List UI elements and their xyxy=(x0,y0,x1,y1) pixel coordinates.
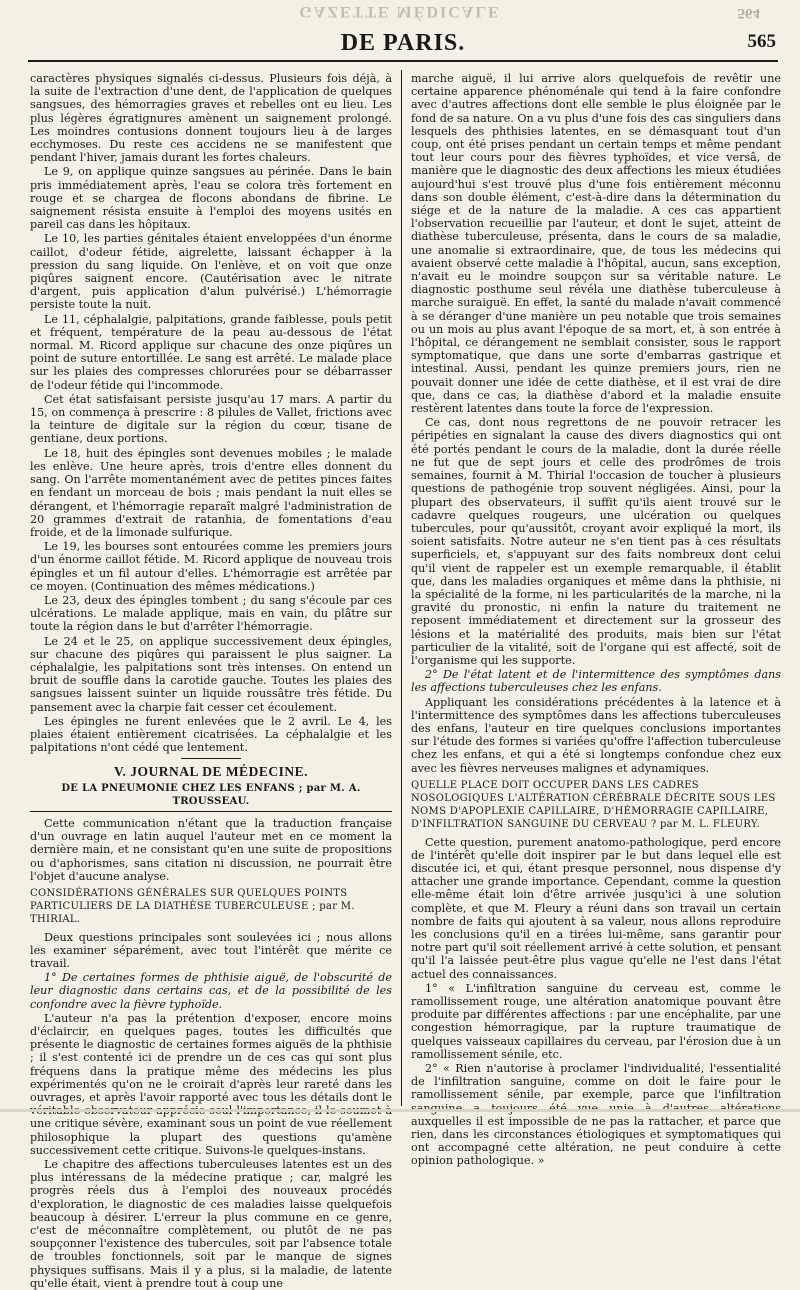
paragraph: caractères physiques signalés ci-dessus. Plusieurs fois déjà, à la suite de l'extraction d'une dent, de l'application de quelques sangsues, des hémorragies graves et rebelles ont eu lieu. Les plus légères égratignures amènent un saignement prolongé. Les moindres contusions donnent toujours lieu à de larges ecchymoses. Du reste ces accidens ne se manifestent que pendant l'hiver, jamais durant les fortes chaleurs. xyxy=(30,72,392,165)
paragraph: 2° « Rien n'autorise à proclamer l'individualité, l'essentialité de l'infiltration sanguine, comme on doit le faire pour le ramollissement sénile, par exemple, parce que l'infiltration auxquelles il est impossible de ne pas la rattacher, et parce que rien, dans les circonstances étiologiques et symptomatiques qui ont accompagné cette altération, ne peut conduire à cette opinion pathologique. » xyxy=(411,1062,781,1168)
page-edge xyxy=(0,1109,800,1112)
paragraph: Cette question, purement anatomo-pathologique, perd encore de l'intérêt qu'elle doit inspirer par le but dans lequel elle est discutée ici, et qui, étant presque personnel, nous dispense d'y attacher une grande importance. Cependant, comme la question elle-même était loin d'être arrivée jusqu'ici à une solution complète, et que M. Fleury a réuni dans son travail un certain nombre de faits qui ajoutent à sa valeur, nous allons reproduire les conclusions qu'il en a tirées lui-même, sans garantir pour notre part qu'il soit réellement arrivé à cette solution, et pensant qu'il l'a laissée peut-être plus vague qu'elle ne l'est dans l'état actuel des connaissances. xyxy=(411,835,781,981)
paragraph-italic-heading: 2° De l'état latent et de l'intermittence des symptômes dans les affections tuberculeuses chez les enfans. xyxy=(411,668,781,695)
article-heading: CONSIDÉRATIONS GÉNÉRALES SUR QUELQUES POINTS PARTICULIERS DE LA DIATHÈSE TUBERCULEUSE ; par M. THIRIAL. xyxy=(30,887,355,926)
paragraph: Cet état satisfaisant persiste jusqu'au 17 mars. A partir du 15, on commença à prescrire : 8 pilules de Vallet, frictions avec la teinture de digitale sur la région du cœur, tisane de gentiane, deux portions. xyxy=(30,392,392,446)
paragraph: Cette communication n'étant que la traduction française d'un ouvrage en latin auquel l'auteur met en ce moment la dernière main, et ne consistant qu'en une suite de propositions ou d'aphorismes, sans citation ni discussion, ne pourrait être l'objet d'aucune analyse. xyxy=(30,816,392,883)
column-divider xyxy=(401,70,402,1106)
article-heading: QUELLE PLACE DOIT OCCUPER DANS LES CADRES NOSOLOGIQUES L'ALTÉRATION CÉRÉBRALE DÉCRITE SOUS LES NOMS D'APOPLEXIE CAPILLAIRE, D'HÉMORRAGIE CAPILLAIRE, D'INFILTRATION SANGUINE DU CERVEAU ? par M. L. FLEURY. xyxy=(411,779,776,831)
paragraph: Le 9, on applique quinze sangsues au périnée. Dans le bain pris immédiatement après, l'eau se colora très fortement en rouge et se chargea de flocons abondans de fibrine. Le saignement résista ensuite à l'emploi des moyens usités en pareil cas dans les hôpitaux. xyxy=(30,165,392,232)
article-title: DE LA PNEUMONIE CHEZ LES ENFANS ; par M. A. TROUSSEAU. xyxy=(30,782,392,812)
paragraph: Appliquant les considérations précédentes à la latence et à l'intermittence des symptômes dans les affections tuberculeuses des enfans, l'auteur en tire quelques conclusions importantes sur l'étude des formes si variées qu'offre l'affection tuberculeuse chez les enfans, et qui a été si longtemps confondue chez eux avec les fièvres nerveuses malignes et adynamiques. xyxy=(411,695,781,775)
paragraph: Deux questions principales sont soulevées ici ; nous allons les examiner séparément, avec tout l'intérêt que mérite ce travail. xyxy=(30,930,392,970)
paragraph: L'auteur n'a pas la prétention d'exposer, encore moins d'éclaircir, en quelques pages, toutes les difficultés que présente le diagnostic de certaines formes aiguës de la phthisie ; il s'est contenté ici de prendre un de ces cas qui sont plus fréquens dans la pratique même des médecins les plus expérimentés qu'on ne le croirait d'après leur rareté dans les ouvrages, et après l'avoir rapporté avec tous les détails dont le une critique sévère, examinant sous un point de vue réellement philosophique la plupart des questions qu'amène successivement cette critique. Suivons-le quelques-instans. xyxy=(30,1011,392,1157)
paragraph: marche aiguë, il lui arrive alors quelquefois de revêtir une certaine apparence phénoménale qui tend à la faire confondre avec d'autres affections dont elle semble le plus éloignée par le fond de sa nature. On a vu plus d'une fois des cas singuliers dans lesquels des phthisies latentes, en se démasquant tout d'un coup, ont été prises pendant un certain temps et même pendant tout leur cours pour des fièvres typhoïdes, et vice versâ, de manière que le diagnostic des deux affections les mieux étudiées aujourd'hui s'est trouvé plus d'une fois entièrement méconnu dans son double élément, c'est-à-dire dans la détermination du siége et de la nature de la maladie. A ces cas appartient l'observation recueillie par l'auteur, et dont le sujet, atteint de diathèse tuberculeuse, présenta, dans le cours de sa maladie, une anomalie si extraordinaire, que, de tous les médecins qui avaient observé cette maladie à l'hôpital, aucun, sans exception, n'avait eu le moindre soupçon sur sa véritable nature. Le diagnostic posthume seul révéla une diathèse tuberculeuse à marche suraiguë. En effet, la santé du malade n'avait commencé à se déranger d'une manière un peu notable que trois semaines ou un mois au plus avant l'époque de sa mort, et, à son entrée à l'hôpital, ce dérangement ne semblait consister, sous le rapport symptomatique, que dans une sorte d'embarras gastrique et intestinal. Aussi, pendant les quinze premiers jours, rien ne pouvait donner une idée de cette diathèse, et il est vrai de dire que, dans ce cas, la diathèse d'abord et la maladie ensuite restèrent latentes dans toute la force de l'expression. xyxy=(411,72,781,416)
page-number: 565 xyxy=(747,31,776,52)
paragraph: Le 19, les bourses sont entourées comme les premiers jours d'un énorme caillot fétide. M. Ricord applique de nouveau trois épingles et un fil autour d'elles. L'hémorragie est arrêtée par ce moyen. (Continuation des mêmes médications.) xyxy=(30,540,392,593)
section-title: V. JOURNAL DE MÉDECINE. xyxy=(114,764,308,780)
paragraph: Le chapitre des affections tuberculeuses latentes est un des plus intéressans de la médecine pratique ; car, malgré les progrès réels dus à l'emploi des nouveaux procédés d'exploration, le diagnostic de ces maladies laisse quelquefois beaucoup à désirer. L'erreur la plus commune en ce genre, c'est de méconnaître complètement, ou plutôt de ne pas soupçonner l'existence des tubercules, soit par l'absence totale de troubles fonctionnels, soit par le manque de signes physiques suffisans. Mais il y a plus, si la maladie, de latente qu'elle était, vient à prendre tout à coup une xyxy=(30,1158,392,1290)
paragraph-italic-heading: 1° De certaines formes de phthisie aiguë, de l'obscurité de leur diagnostic dans certains cas, et de la possibilité de les confondre avec la fièvre typhoïde. xyxy=(30,971,392,1011)
bleed-through-header: GAZETTE MÉDICALE xyxy=(299,3,501,20)
paragraph: Le 18, huit des épingles sont devenues mobiles ; le malade les enlève. Une heure après, trois d'entre elles donnent du sang. On l'arrête momentanément avec de petites pinces faites en fendant un morceau de bois ; mais pendant la nuit elles se dérangent, et l'hémorragie reparaît malgré l'administration de 20 grammes d'extrait de ratanhia, de fomentations d'eau froide, et de la limonade sulfurique. xyxy=(30,446,392,539)
paragraph: Les épingles ne furent enlevées que le 2 avril. Le 4, les plaies étaient entièrement cicatrisées. La céphalalgie et les palpitations n'ont cédé que lentement. xyxy=(30,714,392,755)
page-header xyxy=(28,26,778,62)
paragraph: Le 24 et le 25, on applique successivement deux épingles, sur chacune des piqûres qui paraissent le plus saigner. La céphalalgie, les palpitations sont très intenses. On entend un bruit de souffle dans la carotide gauche. Toutes les plaies des sangsues laissent suinter un liquide roussâtre très fétide. Du pansement avec la charpie fait cesser cet écoulement. xyxy=(30,634,392,714)
separator-rule xyxy=(181,758,241,759)
right-column xyxy=(411,72,781,1168)
paragraph: Le 23, deux des épingles tombent ; du sang s'écoule par ces ulcérations. Le malade applique, mais en vain, du plâtre sur toute la région dans le but d'arrêter l'hémorragie. xyxy=(30,593,392,634)
bleed-through-page-number: 564 xyxy=(737,5,760,21)
paragraph: 1° « L'infiltration sanguine du cerveau est, comme le ramollissement rouge, une altération anatomique pouvant être produite par différentes affections : par une encéphalite, par une congestion hémorragique, par la rupture traumatique de quelques vaisseaux capillaires du cerveau, par l'érosion due à un ramollissement sénile, etc. xyxy=(411,981,781,1061)
masthead-title: DE PARIS. xyxy=(340,30,466,56)
paragraph: Ce cas, dont nous regrettons de ne pouvoir retracer les péripéties en signalant la cause des divers diagnostics qui ont été portés pendant le cours de la maladie, dont la durée réelle ne fut que de sept jours et celle des prodrômes de trois semaines, fournit à M. Thirial l'occasion de toucher à plusieurs questions de pathogénie trop souvent négligées. Ainsi, pour la plupart des observateurs, il suffit qu'ils aient trouvé sur le cadavre quelques rougeurs, une ulcération ou quelques tubercules, pour qu'aussitôt, croyant avoir expliqué la mort, ils soient satisfaits. Notre auteur ne s'en tient pas à ces résultats superficiels, et, s'appuyant sur des faits nombreux dont celui qu'il vient de rappeler est un exemple remarquable, il établit que, dans les maladies organiques et même dans la phthisie, ni la spécialité de la forme, ni les particularités de la marche, ni la gravité du pronostic, ni enfin la nature du traitement ne reposent immédiatement et directement sur la grosseur des lésions et la matérialité des produits, mais bien sur l'état particulier de la vitalité, soit de l'organe qui est affecté, soit de l'organisme qui les supporte. xyxy=(411,416,781,667)
left-column xyxy=(30,72,392,1290)
paragraph: Le 11, céphalalgie, palpitations, grande faiblesse, pouls petit et fréquent, température de la peau au-dessous de l'état normal. M. Ricord applique sur chacune des onze piqûres un point de suture entortillée. Le sang est arrêté. Le malade place sur les plaies des compresses chlorurées pour se débarrasser de l'odeur fétide qui l'incommode. xyxy=(30,312,392,392)
paragraph: Le 10, les parties génitales étaient enveloppées d'un énorme caillot, d'odeur fétide, aigrelette, laissant échapper à la pression du sang liquide. On l'enlève, et on voit que onze piqûres saignent encore. (Cautérisation avec le nitrate d'argent, puis application d'alun pulvérisé.) L'hémorragie persiste toute la nuit. xyxy=(30,232,392,312)
